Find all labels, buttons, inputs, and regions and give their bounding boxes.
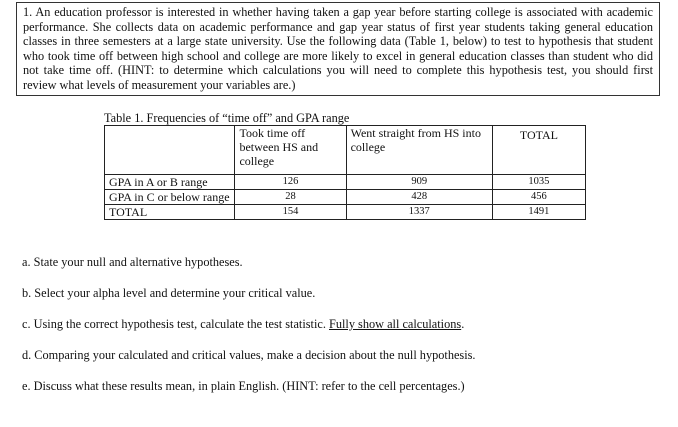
table-caption: Table 1. Frequencies of “time off” and GPA range (104, 111, 350, 125)
question-a: a. State your null and alternative hypotheses. (22, 255, 243, 269)
row-label: TOTAL (105, 205, 235, 220)
question-c (22, 317, 464, 332)
cell-value: 909 (346, 175, 492, 190)
cell-value: 428 (346, 190, 492, 205)
header-cell-total: TOTAL (492, 126, 585, 175)
table-row (105, 190, 586, 205)
problem-statement-box (16, 2, 660, 96)
question-c-text: c. Using the correct hypothesis test, calculate the test statistic. (22, 317, 329, 331)
question-e: e. Discuss what these results mean, in plain English. (HINT: refer to the cell percentages.) (22, 379, 465, 393)
cell-value: 28 (235, 190, 346, 205)
cell-value: 1035 (492, 175, 585, 190)
cell-value: 154 (235, 205, 346, 220)
problem-statement: 1. An education professor is interested in whether having taken a gap year before starting college is associated with academic performance. She collects data on academic performance and gap year status of first year students taking general education classes in three semesters at a large state university. Use the following data (Table 1, below) to test to hypothesis that student who took time off between high school and college are more likely to excel in general education classes than student who did not take time off. (HINT: to determine which calculations you will need to complete this hypothesis test, you should first review what levels of measurement your variables are.) (23, 5, 653, 92)
header-cell-took-time-off: Took time off between HS and college (235, 126, 346, 175)
question-c-emphasis: Fully show all calculations (329, 317, 462, 331)
row-label: GPA in A or B range (105, 175, 235, 190)
question-d: d. Comparing your calculated and critical values, make a decision about the null hypothesis. (22, 348, 476, 362)
table-header-row (105, 126, 586, 175)
question-c-period: . (461, 317, 465, 331)
header-cell-went-straight: Went straight from HS into college (346, 126, 492, 175)
header-cell-empty (105, 126, 235, 175)
cell-value: 1337 (346, 205, 492, 220)
cell-value: 1491 (492, 205, 585, 220)
cell-value: 456 (492, 190, 585, 205)
cell-value: 126 (235, 175, 346, 190)
frequency-table (104, 125, 586, 220)
table-row-total (105, 205, 586, 220)
question-b: b. Select your alpha level and determine your critical value. (22, 286, 316, 300)
row-label: GPA in C or below range (105, 190, 235, 205)
table-row (105, 175, 586, 190)
